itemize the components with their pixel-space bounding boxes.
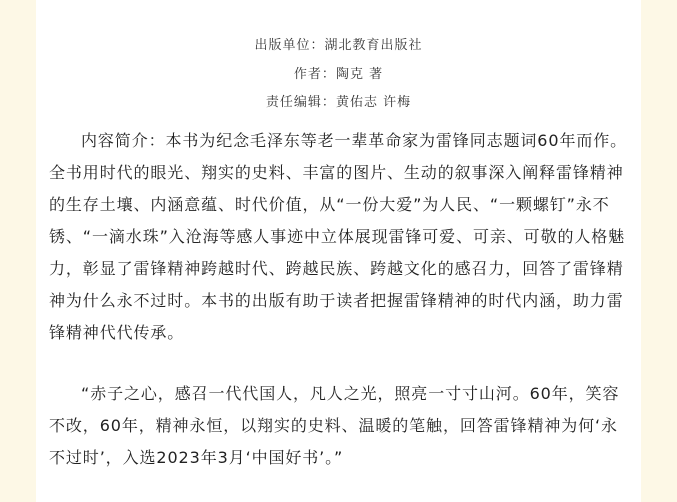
author-line xyxy=(36,63,641,82)
left-margin-strip xyxy=(0,0,36,502)
author-label: 作者： xyxy=(293,67,336,82)
quote-paragraph: “赤子之心，感召一代代国人，凡人之光，照亮一寸寸山河。60年，笑容不改，60年，精神永恒，以翔实的史料、温暖的笔触，回答雷锋精神为何‘永不过时’，入选2023年3月‘中国好书’。” xyxy=(49,384,620,467)
publisher-value: 湖北教育出版社 xyxy=(324,38,423,53)
publisher-line xyxy=(36,34,641,53)
editor-value: 黄佑志 许梅 xyxy=(335,95,412,110)
publisher-label: 出版单位： xyxy=(254,38,325,53)
editor-label: 责任编辑： xyxy=(265,95,336,110)
article-content xyxy=(36,0,641,502)
intro-paragraph: 内容简介：本书为纪念毛泽东等老一辈革命家为雷锋同志题词60年而作。全书用时代的眼光、翔实的史料、丰富的图片、生动的叙事深入阐释雷锋精神的生存土壤、内涵意蕴、时代价值，从“一份大爱”为人民、“一颗螺钉”永不锈、“一滴水珠”入沧海等感人事迹中立体展现雷锋可爱、可亲、可敬的人格魅力，彰显了雷锋精神跨越时代、跨越民族、跨越文化的感召力，回答了雷锋精神为什么永不过时。本书的出版有助于读者把握雷锋精神的时代内涵，助力雷锋精神代代传承。 xyxy=(49,131,628,342)
author-value: 陶克 著 xyxy=(335,67,384,82)
right-margin-strip xyxy=(641,0,677,502)
editor-line xyxy=(36,91,641,110)
